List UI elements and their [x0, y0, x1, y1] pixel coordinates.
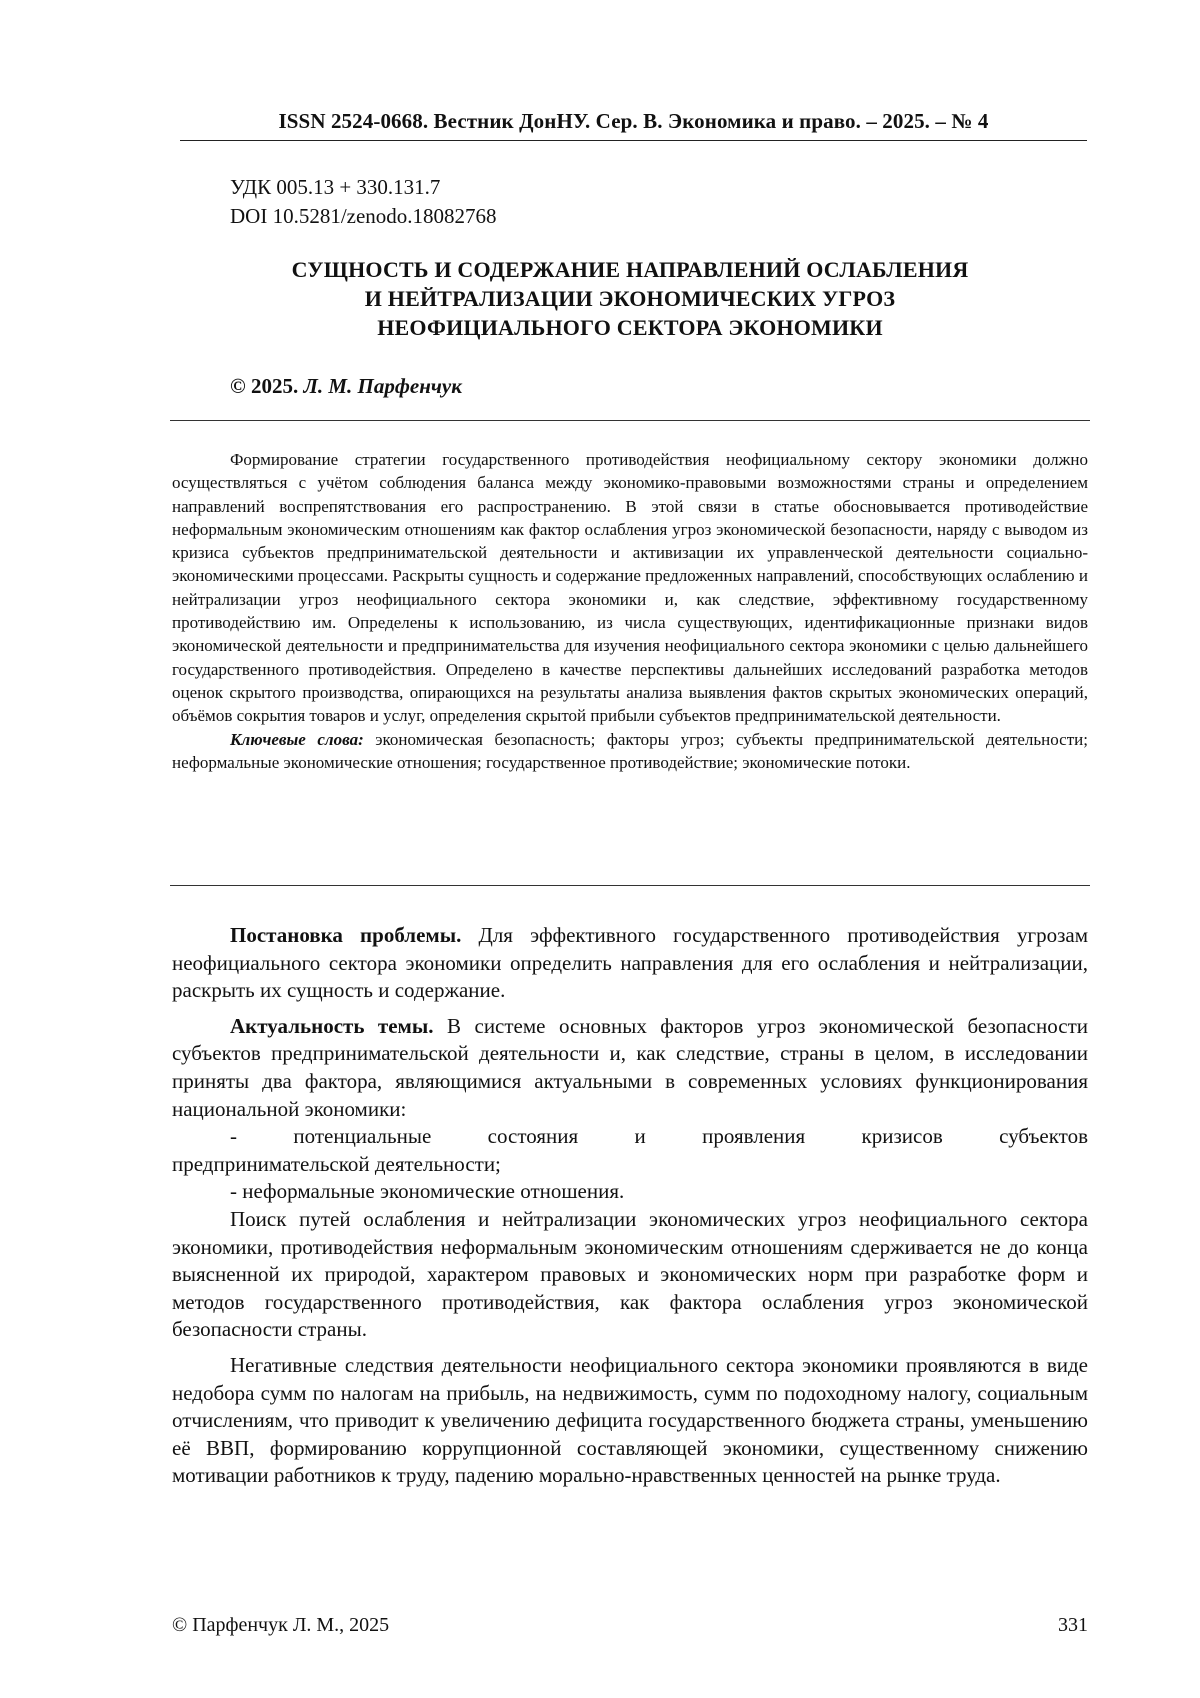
title-line-3: НЕОФИЦИАЛЬНОГО СЕКТОРА ЭКОНОМИКИ: [377, 315, 883, 340]
list-item-1a: - потенциальные состояния и проявления кризисов субъектов: [230, 1124, 1088, 1149]
problem-text: Для эффективного государственного противодействия угрозам неофициального сектора экономики определить направления для его ослабления и нейтрализации, раскрыть их сущность и содержание.: [172, 923, 1088, 1003]
list-item-1b: предпринимательской деятельности;: [172, 1151, 501, 1176]
abstract-bottom-rule: [170, 885, 1090, 886]
abstract: [172, 448, 1088, 774]
article-title: [170, 255, 1090, 342]
title-line-2: И НЕЙТРАЛИЗАЦИИ ЭКОНОМИЧЕСКИХ УГРОЗ: [364, 286, 896, 311]
keywords-label: Ключевые слова:: [230, 729, 364, 749]
page-number: 331: [1058, 1614, 1088, 1636]
body-paragraph-4: Негативные следствия деятельности неофициального сектора экономики проявляются в виде недобора сумм по налогам на прибыль, на недвижимость, сумм по подоходному налогу, социальным отчислениям, что приводит к увеличению дефицита государственного бюджета страны, уменьшению её ВВП, формированию коррупционной составляющей экономики, существенному снижению мотивации работников к труду, падению морально-нравственных ценностей на рынке труда.: [172, 1352, 1088, 1488]
abstract-top-rule: [170, 420, 1090, 421]
author-copyright: © 2025.: [230, 374, 299, 398]
problem-heading: Постановка проблемы.: [230, 923, 462, 947]
relevance-text: В системе основных факторов угроз экономической безопасности субъектов предпринимательской деятельности и, как следствие, страны в целом, в исследовании приняты два фактора, являющимися актуальными в современных условиях функционирования национальной экономики:: [172, 1013, 1088, 1121]
relevance-heading: Актуальность темы.: [230, 1013, 434, 1038]
udc-code: УДК 005.13 + 330.131.7: [230, 175, 441, 199]
author-name: Л. М. Парфенчук: [303, 374, 462, 398]
body-paragraph-relevance: [172, 1013, 1088, 1123]
author-line: [230, 372, 462, 400]
article-meta: [230, 173, 497, 231]
article-body: [172, 922, 1088, 1490]
footer-copyright: © Парфенчук Л. М., 2025: [172, 1614, 390, 1636]
list-item-2: - неформальные экономические отношения.: [230, 1179, 625, 1204]
keywords: [172, 728, 1088, 775]
body-paragraph-problem: [172, 922, 1088, 1005]
doi[interactable]: DOI 10.5281/zenodo.18082768: [230, 204, 497, 228]
abstract-text: Формирование стратегии государственного противодействия неофициальному сектору экономики должно осуществляться с учётом соблюдения баланса между экономико-правовыми возможностями страны и определением направлений воспрепятствования его распространению. В этой связи в статье обосновывается противодействие неформальным экономическим отношениям как фактор ослабления угроз экономической безопасности, наряду с выводом из кризиса субъектов предпринимательской деятельности и активизации их управленческой деятельности социально-экономическими процессами. Раскрыты сущность и содержание предложенных направлений, способствующих ослаблению и нейтрализации угроз неофициального сектора экономики и, как следствие, эффективному государственному противодействию им. Определены к использованию, из числа существующих, идентификационные признаки видов экономической деятельности и предпринимательства для изучения неофициального сектора экономики с целью дальнейшего государственного противодействия. Определено в качестве перспективы дальнейших исследований разработка методов оценок скрытого производства, опирающихся на результаты анализа выявления фактов скрытых экономических операций, объёмов сокрытия товаров и услуг, определения скрытой прибыли субъектов предпринимательской деятельности.: [172, 450, 1088, 726]
keywords-list: экономическая безопасность; факторы угроз; субъекты предпринимательской деятельности; неформальные экономические отношения; государственное противодействие; экономические потоки.: [172, 729, 1088, 772]
body-paragraph-3: Поиск путей ослабления и нейтрализации экономических угроз неофициального сектора экономики, противодействия неформальным экономическим отношениям сдерживается не до конца выясненной их природой, характером правовых и экономических норм при разработке форм и методов государственного противодействия, как фактора ослабления угроз экономической безопасности страны.: [172, 1206, 1088, 1342]
title-line-1: СУЩНОСТЬ И СОДЕРЖАНИЕ НАПРАВЛЕНИЙ ОСЛАБЛЕНИЯ: [291, 257, 969, 282]
journal-header: ISSN 2524-0668. Вестник ДонНУ. Сер. В. Экономика и право. – 2025. – № 4: [180, 108, 1087, 141]
